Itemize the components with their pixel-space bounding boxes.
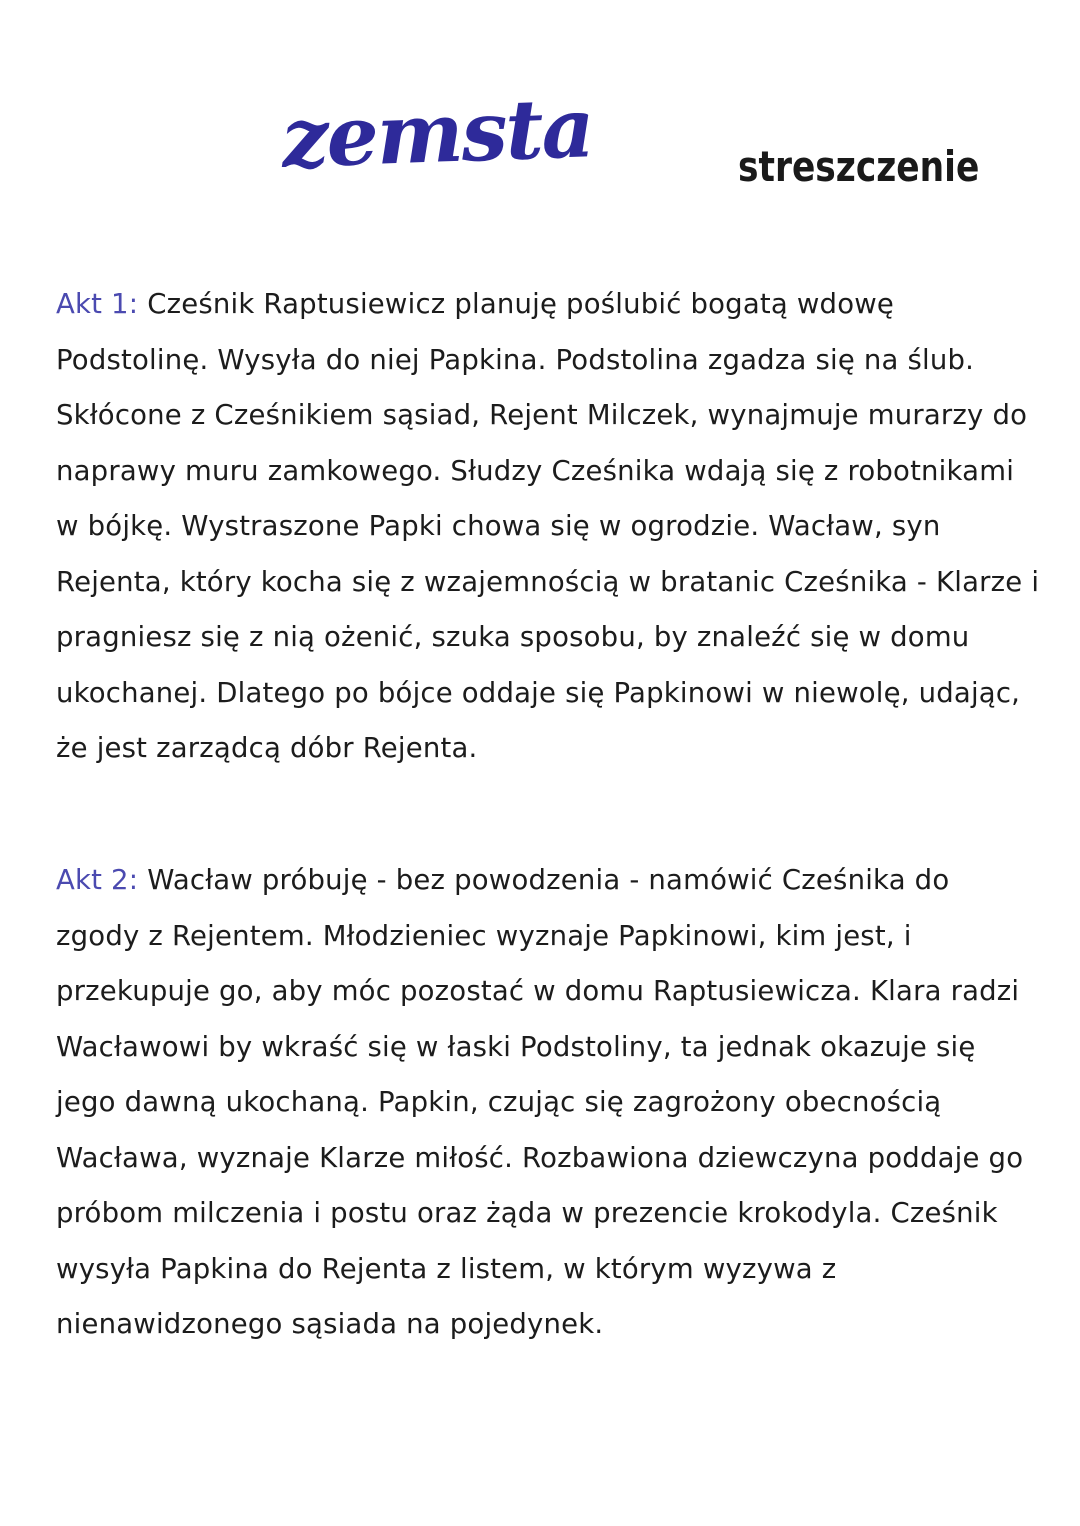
page-title: zemsta [280,80,595,187]
section-akt-1 [56,277,1041,777]
page-subtitle: streszczenie [738,142,980,191]
section-text-akt-2: Wacław próbuję - bez powodzenia - namówić Cześnika do zgody z Rejentem. Młodzieniec wyznaje Papkinowi, kim jest, i przekupuje go, aby móc pozostać w domu Raptusiewicza. Klara radzi Wacławowi by wkraść się w łaski Podstoliny, ta jednak okazuje się jego dawną ukochaną. Papkin, czując się zagrożony obecnością Wacława, wyznaje Klarze miłość. Rozbawiona dziewczyna poddaje go próbom milczenia i postu oraz żąda w prezencie krokodyla. Cześnik wysyła Papkina do Rejenta z listem, w którym wyzywa z nienawidzonego sąsiada na pojedynek. [56,864,1024,1340]
section-label-akt-2: Akt 2: [56,864,139,896]
section-text-akt-1: Cześnik Raptusiewicz planuję poślubić bogatą wdowę Podstolinę. Wysyła do niej Papkina. Podstolina zgadza się na ślub. Skłócone z Cześnikiem sąsiad, Rejent Milczek, wynajmuje murarzy do naprawy muru zamkowego. Słudzy Cześnika wdają się z robotnikami w bójkę. Wystraszone Papki chowa się w ogrodzie. Wacław, syn Rejenta, który kocha się z wzajemnością w bratanic Cześnika - Klarze i pragniesz się z nią ożenić, szuka sposobu, by znaleźć się w domu ukochanej. Dlatego po bójce oddaje się Papkinowi w niewolę, udając, że jest zarządcą dóbr Rejenta. [56,288,1040,764]
section-akt-2 [56,853,1041,1353]
section-label-akt-1: Akt 1: [56,288,139,320]
